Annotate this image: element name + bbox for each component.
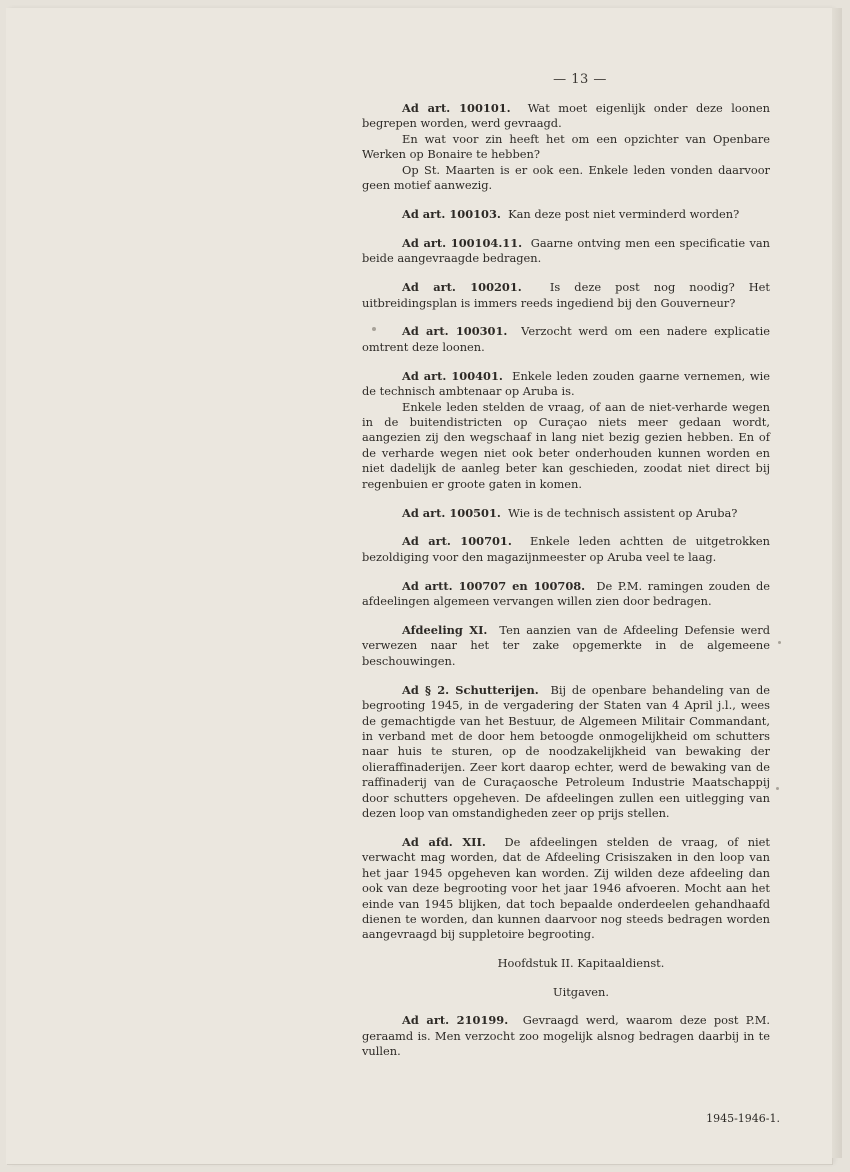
entry-text: Gaarne ontving men een specificatie van beide aangevraagde bedragen.	[362, 235, 771, 266]
scan-speck	[372, 327, 376, 331]
footer-code: 1945-1946-1.	[706, 1112, 780, 1125]
entry-paragraph: Op St. Maarten is er ook een. Enkele leden vonden daarvoor geen motief aanwezig.	[362, 162, 770, 193]
entry	[362, 835, 770, 943]
entry-text: De P.M. ramingen zouden de afdeelingen algemeen vervangen willen zien door bedragen.	[362, 578, 770, 609]
entry	[362, 101, 770, 193]
entry	[362, 369, 770, 492]
entry-reference: Ad artt. 100707 en 100708.	[402, 578, 586, 593]
entry-reference: Ad art. 100104.11.	[402, 235, 523, 250]
entry-text: Enkele leden achtten de uitgetrokken bezoldiging voor den magazijnmeester op Aruba veel te laag.	[362, 534, 770, 564]
entry	[362, 506, 770, 521]
scan-speck	[776, 787, 779, 790]
entry-reference: Ad art. 100103.	[402, 206, 501, 221]
entry-reference: Ad art. 100301.	[402, 324, 508, 339]
entry-text: Verzocht werd om een nadere explicatie omtrent deze loonen.	[362, 324, 770, 354]
entry-text: Gevraagd werd, waarom deze post P.M. geraamd is. Men verzocht zoo mogelijk alsnog bedragen daarbij in te vullen.	[362, 1013, 770, 1058]
entry-text: Wie is de technisch assistent op Aruba?	[508, 505, 738, 520]
entry-list	[362, 101, 770, 943]
entry-reference: Ad art. 100401.	[402, 368, 503, 383]
entry-text: De afdeelingen stelden de vraag, of niet verwacht mag worden, dat de Afdeeling Crisiszaken in den loop van het jaar 1945 opgeheven kan worden. Zij wilden deze afdeeling dan ook van deze begrooting voor het jaar 1946 afvoeren. Mocht aan het einde van 1945 blijken, dat toch bepaalde onderdeelen gehandhaafd dienen te worden, dan kunnen daarvoor nog steeds bedragen worden aangevraagd bij suppletoire begrooting.	[362, 834, 771, 942]
entry	[362, 579, 770, 610]
entry-paragraph: En wat voor zin heeft het om een opzichter van Openbare Werken op Bonaire te hebben?	[362, 131, 770, 162]
entry-reference: Ad art. 210199.	[402, 1013, 509, 1028]
sub-heading: Uitgaven.	[552, 984, 610, 999]
entry	[362, 534, 770, 565]
entry-reference: Ad § 2. Schutterijen.	[402, 682, 539, 697]
entry-reference: Afdeeling XI.	[402, 623, 488, 638]
entry-text: Bij de openbare behandeling van de begrooting 1945, in de vergadering der Staten van 4 April j.l., wees de gemachtigde van het Bestuur, de Algemeen Militair Commandant, in verband met de door hem betoogde onmogelijkheid om schutters naar huis te sturen, op de noodzakelijkheid van bewaking der olieraffinaderijen. Zeer kort daarop echter, werd de bewaking van de raffinaderij van de Curaçaosche Petroleum Industrie Maatschappij door schutters opgeheven. De afdeelingen zullen een uitlegging van dezen loop van omstandigheden zeer op prijs stellen.	[362, 682, 770, 821]
entry	[362, 280, 770, 311]
entry	[362, 236, 770, 267]
final-entry	[362, 1013, 770, 1059]
chapter-heading: Hoofdstuk II. Kapitaaldienst.	[497, 956, 665, 971]
entry	[362, 683, 770, 822]
entry-text: Wat moet eigenlijk onder deze loonen begrepen worden, werd gevraagd.	[362, 101, 770, 131]
entry	[362, 207, 770, 222]
entry-paragraph: Enkele leden stelden de vraag, of aan de niet-verharde wegen in de buitendistricten op Curaçao niets meer gedaan wordt, aangezien zij den wegschaaf in lang niet bezig gezien hebben. En of de verharde wegen niet ook beter onderhouden kunnen worden en niet dadelijk de aanleg beter kan geschieden, zoodat niet direct bij regenbuien er groote gaten in komen.	[362, 399, 770, 491]
entry-text: Ten aanzien van de Afdeeling Defensie werd verwezen naar het ter zake opgemerkte in de algemeene beschouwingen.	[362, 623, 770, 668]
entry-reference: Ad art. 100101.	[402, 101, 511, 115]
entry-reference: Ad afd. XII.	[402, 834, 486, 849]
scan-speck	[778, 641, 781, 644]
entry	[362, 324, 770, 355]
entry-text: Kan deze post niet verminderd worden?	[508, 206, 740, 221]
document-body	[362, 101, 770, 1073]
entry-text: Enkele leden zouden gaarne vernemen, wie de technisch ambtenaar op Aruba is.	[362, 368, 770, 399]
page-edge	[832, 8, 842, 1158]
entry-reference: Ad art. 100701.	[402, 534, 512, 549]
entry	[362, 623, 770, 669]
page-number: — 13 —	[553, 72, 607, 87]
entry-text: Is deze post nog noodig? Het uitbreidingsplan is immers reeds ingediend bij den Gouverneur?	[362, 280, 770, 310]
entry-reference: Ad art. 100201.	[402, 280, 522, 295]
entry-reference: Ad art. 100501.	[402, 505, 501, 520]
